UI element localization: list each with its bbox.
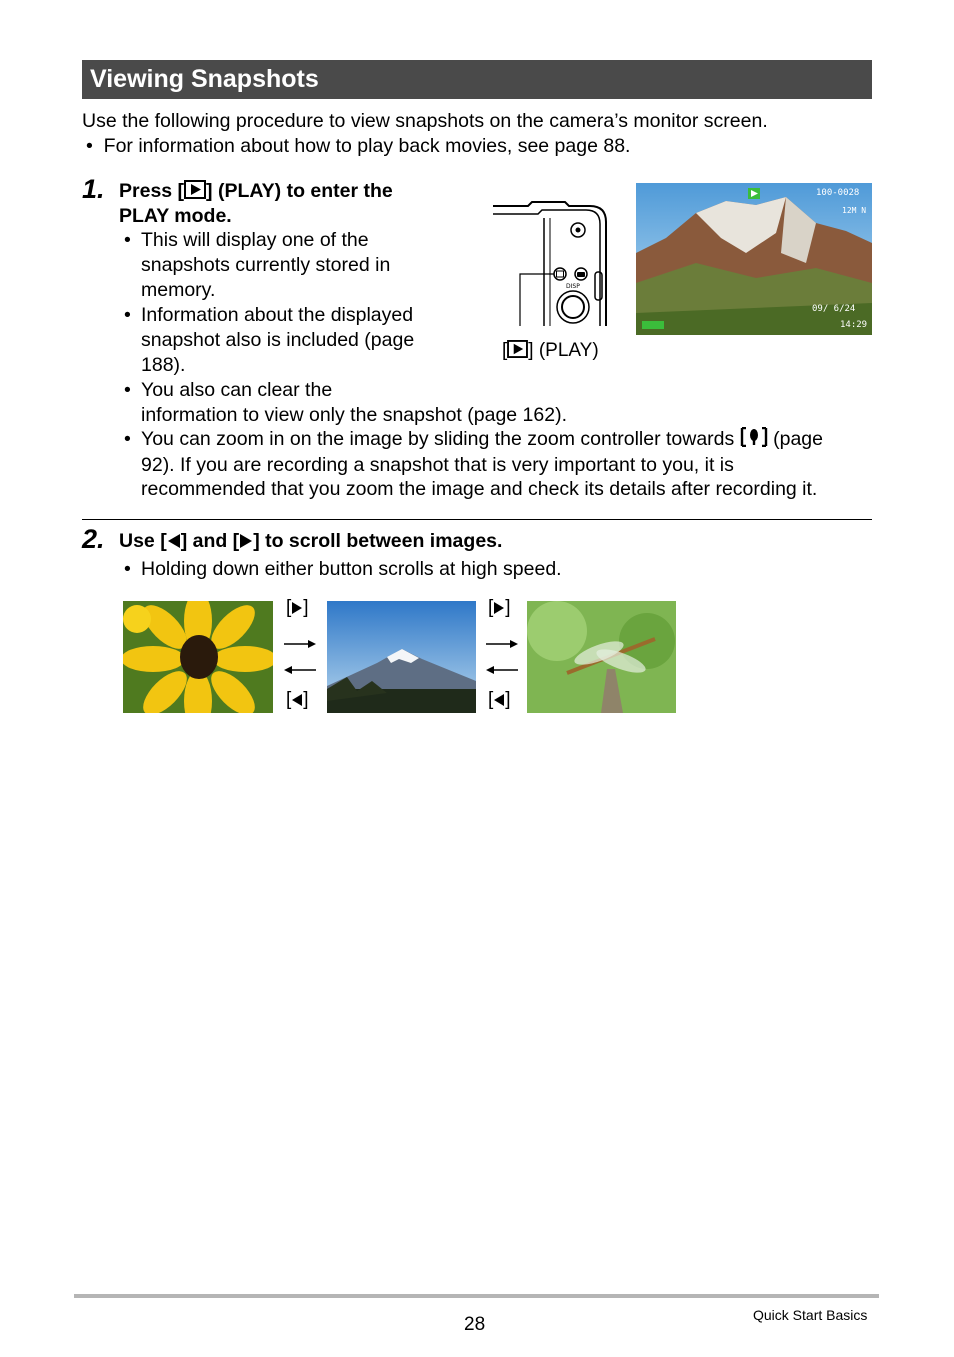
sample-image-flower xyxy=(123,601,273,713)
step1-bullet2-line2: snapshot also is included (page xyxy=(141,329,415,351)
bracket-open: [ xyxy=(488,689,494,710)
left-arrow-icon xyxy=(167,533,181,549)
step1-bullet1-line2: snapshots currently stored in xyxy=(141,254,391,276)
step2-heading xyxy=(119,529,502,554)
telephoto-zoom-icon xyxy=(740,427,768,447)
step2-number: 2. xyxy=(82,524,105,554)
step2-heading-part-c: ] to scroll between images. xyxy=(253,530,503,552)
right-arrow-icon xyxy=(291,601,303,615)
section-title-bar xyxy=(82,60,872,99)
bullet-dot: • xyxy=(124,379,131,401)
lcd-file-number: 100-0028 xyxy=(816,188,860,198)
scroll-right-label-2 xyxy=(488,596,511,620)
bullet-dot: • xyxy=(124,229,131,251)
camera-back-illustration xyxy=(490,198,615,333)
left-arrow-icon xyxy=(291,693,303,707)
play-button-icon xyxy=(507,340,528,358)
scroll-left-label-2 xyxy=(488,688,511,712)
sample-image-dragonfly xyxy=(527,601,676,713)
camera-disp-label: DISP xyxy=(566,283,580,290)
bullet-dot: • xyxy=(124,558,131,580)
step1-bullet3-line1: You also can clear the xyxy=(141,379,333,401)
footer-rule xyxy=(74,1294,879,1298)
bracket-close: ] xyxy=(505,597,511,618)
bracket-open: [ xyxy=(488,597,494,618)
scroll-right-label-1 xyxy=(286,596,309,620)
sample-image-mountain xyxy=(327,601,476,713)
step1-heading-line2: PLAY mode. xyxy=(119,205,232,227)
bracket-close: ] xyxy=(303,597,309,618)
lcd-image-size: 12M N xyxy=(842,206,867,215)
step1-bullet4-line1 xyxy=(141,427,823,452)
footer-section-name: Quick Start Basics xyxy=(753,1307,868,1323)
left-arrow-icon xyxy=(493,693,505,707)
play-caption-a: [ xyxy=(502,340,508,361)
play-caption xyxy=(502,339,599,363)
step1-bullet4-text-b: (page xyxy=(773,428,823,450)
bullet-dot: • xyxy=(86,135,104,157)
step1-bullet3-line2: information to view only the snapshot (page 162). xyxy=(141,404,568,426)
step1-bullet4-line2: 92). If you are recording a snapshot that is very important to you, it is xyxy=(141,454,734,476)
right-arrow-icon xyxy=(239,533,253,549)
bracket-open: [ xyxy=(286,597,292,618)
step1-bullet1-line3: memory. xyxy=(141,279,216,301)
intro-text: Use the following procedure to view snapshots on the camera’s monitor screen. xyxy=(82,110,768,132)
step-divider xyxy=(82,519,872,520)
step1-number: 1. xyxy=(82,174,105,204)
step1-bullet1-line1: This will display one of the xyxy=(141,229,369,251)
step1-heading xyxy=(119,179,393,204)
bracket-close: ] xyxy=(303,689,309,710)
right-arrow-icon xyxy=(493,601,505,615)
play-button-icon xyxy=(184,180,206,199)
scroll-arrows-1 xyxy=(283,637,317,677)
intro-bullet-text: For information about how to play back movies, see page 88. xyxy=(103,135,631,157)
intro-bullet xyxy=(86,134,630,159)
step1-bullet4-line3: recommended that you zoom the image and check its details after recording it. xyxy=(141,478,818,500)
step1-heading-part-b: ] (PLAY) to enter the xyxy=(206,180,393,202)
lcd-date: 09/ 6/24 xyxy=(812,304,856,314)
play-caption-b: ] (PLAY) xyxy=(528,340,599,361)
lcd-playback-image xyxy=(636,183,872,335)
step2-bullet: Holding down either button scrolls at high speed. xyxy=(141,558,562,580)
step2-heading-part-b: ] and [ xyxy=(180,530,240,552)
bullet-dot: • xyxy=(124,304,131,326)
step1-bullet2-line3: 188). xyxy=(141,354,186,376)
step1-bullet4-text-a: You can zoom in on the image by sliding the zoom controller towards xyxy=(141,428,735,450)
bracket-close: ] xyxy=(505,689,511,710)
section-title: Viewing Snapshots xyxy=(90,65,319,93)
step1-heading-part-a: Press [ xyxy=(119,180,185,202)
step2-heading-part-a: Use [ xyxy=(119,530,167,552)
lcd-battery-icon xyxy=(642,321,664,329)
bracket-open: [ xyxy=(286,689,292,710)
lcd-time: 14:29 xyxy=(840,320,868,330)
page-number: 28 xyxy=(464,1314,486,1335)
scroll-arrows-2 xyxy=(485,637,519,677)
step1-bullet2-line1: Information about the displayed xyxy=(141,304,414,326)
scroll-left-label-1 xyxy=(286,688,309,712)
bullet-dot: • xyxy=(124,428,131,450)
